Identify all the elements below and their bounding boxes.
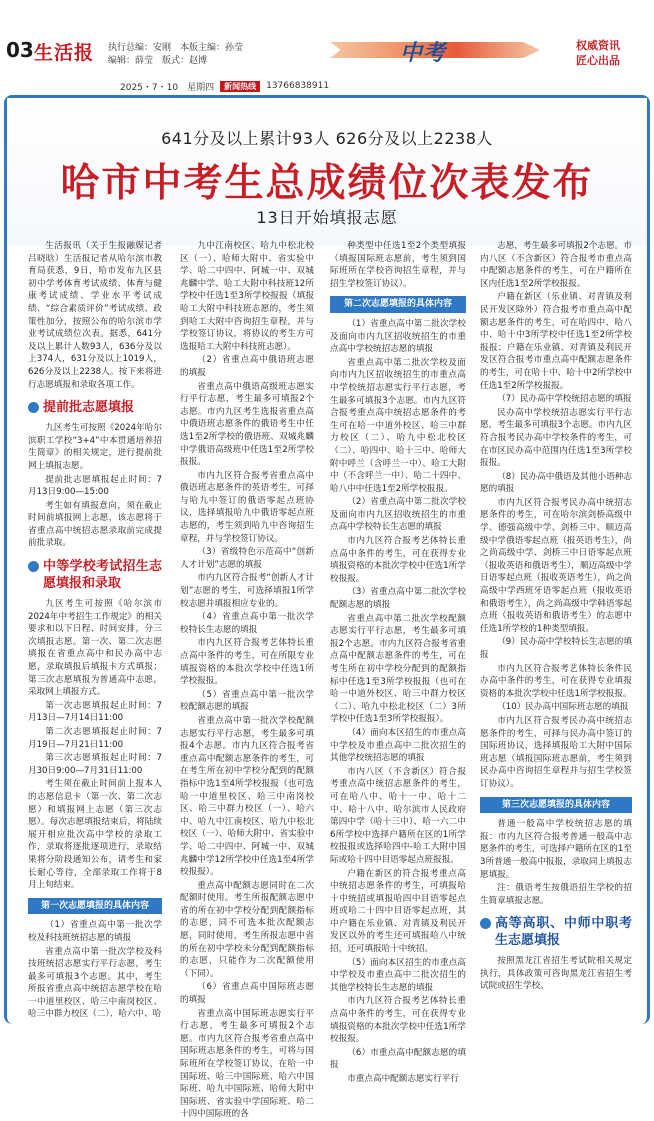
paragraph: 志愿，考生最多可填报2个志愿。市内八区（不含新区）符合报考市重点高中配额志愿条件的考生，可在户籍所在区内任选1至2所学校报报。 (480, 241, 632, 289)
headline-kicker: 641分及以上累计93人 626分及以上2238人 (161, 129, 493, 148)
hotline-label: 新闻热线 (220, 81, 260, 92)
paragraph: 省重点高中第一批次学校及科技班统招志愿实行平行志愿，考生最多可填报3个志愿。其中，考生所报省重点高中统招志愿学校在哈一中道里校区、哈三中南岗校区、哈三中群力校区（二）、哈六中、哈 (28, 946, 162, 1020)
paragraph: 市内九区符合报考艺体特长重点高中条件的考生，可在获得专业填报资格的本批次学校中任选1所学校报报。 (330, 996, 466, 1045)
paragraph: 省重点高中国际班志愿实行平行志愿，考生最多可填报2个志愿。市内九区符合报考省重点高中国际班志愿条件的考生，可将与国际班所在学校签订协议，在哈一中国际班、哈三中国际班、哈六中国际班、哈九中国际班、哈师大附中国际班、省实验中学国际班、哈二十四中国际班的各 (180, 1008, 314, 1120)
paragraph: 民办高中学校统招志愿实行平行志愿，考生最多可填报3个志愿。市内九区符合报考民办高中学校条件的考生，可在市区民办高中范围内任选1至3所学校报报。 (480, 407, 632, 469)
paragraph: （6）省重点高中国际班志愿的填报 (180, 982, 314, 1006)
section-title: 中考 (400, 41, 447, 66)
masthead (0, 0, 654, 76)
article-column-2 (180, 240, 314, 1120)
hotline-number: 13766838911 (266, 81, 330, 91)
subhead-text: 高等高职、中师中职考生志愿填报 (495, 916, 632, 949)
paragraph: 重点高中配额志愿同时在二次配额时使用。考生所报配额志愿中省的所在初中学校分配到配额指标的志愿，同不可选本批次配额志愿，同时使用，考生所报志愿中省的所在初中学校未分配到配额指标的志愿，只能作为二次配额使用（下同）。 (180, 880, 314, 979)
section-bar-first-round: 第一次志愿填报的具体内容 (28, 898, 162, 915)
paragraph: 九区考生可按照《哈尔滨市2024年中考招生工作规定》的相关要求和以下日程、时间安排，分三次填报志愿。第一次、第二次志愿填报在省重点高中和民办高中志愿，录取填报后填报卡方式填报；第三次志愿填报为普通高中志愿，采取网上填报方式。 (28, 599, 162, 698)
section-bar-second-round: 第二次志愿填报的具体内容 (330, 296, 466, 313)
paragraph: 考生须在截止时间前上报本人的志愿信息卡（第一次、第二次志愿）和填报网上志愿（第三次志愿）。每次志愿填报结束后，将陆续展开相应批次高中学校的录取工作，录取将逐批逐项进行，录取结果将分阶段通知公布，请考生和家长耐心等待，全部录取工作将于8月上旬结束。 (28, 779, 162, 891)
paragraph: 普通一般高中学校统招志愿的填报：市内九区符合报考普通一般高中志愿条件的考生，可选择户籍所在区的1至3所普通一般高中报报，录取同上填报志愿填报。 (480, 819, 632, 880)
paragraph: 省重点高中第二批次学校及面向市内九区招收统招生的市重点高中学校统招志愿实行平行志愿，考生最多可填报3个志愿。市内九区符合报考重点高中统招志愿条件的考生可在哈一中道外校区、哈三中群力校区（二）、哈九中松北校区（二）、哈四中、哈十三中、哈师大附中呼兰（含呼兰一中）、哈工大附中（不含呼兰一中）、哈二十四中、哈八中中任选1至2所学校报报。 (330, 357, 466, 494)
paragraph: 市内九区符合报考省重点高中俄语班志愿条件的英语考生，可择与哈九中签订的俄语零起点班协议，选择填报哈九中俄语零起点班志愿的，考生须到哈九中咨询招生章程，并与学校签订协议。 (180, 470, 314, 544)
slogan-line-1: 权威资讯 (576, 39, 620, 52)
paragraph: （3）省级特色示范高中“创新人才计划”志愿的填报 (180, 547, 314, 570)
paragraph: 生活报讯（关于生报融媒记者吕晓晗）生活报记者从哈尔滨市教育局获悉，9日，哈市发布九区县初中学考体育考试成绩、体育与健康考试成绩、学业水平考试成绩、“综合素质评价”考试成绩、政策性加分，按照公布的哈尔滨市学业考试成绩位次表。据悉，641分及以上累计人数93人，636分及以上374人，631分及以上1019人，626分及以上2238人。按下来将进行志愿填报和录取各项工作。 (28, 241, 162, 390)
article-column-3 (330, 240, 466, 1084)
paragraph: （2）省重点高中第二批次学校及面向市内九区招收统招生的市重点高中学校特长生志愿的填报 (330, 497, 466, 533)
paragraph: （3）省重点高中第二批次学校配额志愿的填报 (330, 587, 466, 611)
slogan-line-2: 匠心出品 (576, 54, 620, 67)
article-column-1 (28, 240, 162, 1020)
paragraph: 提前批志愿填报起止时间：7月13日9:00—15:00 (28, 474, 162, 498)
paragraph: （1）省重点高中第一批次学校及科技班统招志愿的填报 (28, 920, 162, 943)
paragraph: 市内八区（不含新区）符合报考重点高中统招志愿条件的考生，可在哈八中、哈十一中、哈十二中、哈十八中、哈尔滨市人民政府第四中学（哈十三中）、哈一六二中6所学校中选择户籍所在区的1所学校报报或选择哈四中-哈工大附中国际或哈十四中目语零起点班报报。 (330, 766, 466, 865)
bullet-dot-icon (480, 918, 491, 929)
section-bar-third-round: 第三次志愿填报的具体内容 (480, 797, 632, 814)
paragraph: 注：俄语考生按俄语招生学校的招生简章填报志愿。 (480, 883, 632, 906)
page-number: 03 (6, 38, 34, 62)
paper-logo: 生活报 (34, 42, 95, 64)
paragraph: 户籍在新区的符合报考重点高中统招志愿条件的考生，可填报哈十中统招或填报哈四中目语零起点班或哈二十四中目语零起点班，其中户籍在乐业镇、对青镇及利民开发区以外的考生还可填报哈八中统招，还可填报哈十中统招。 (330, 868, 466, 955)
paragraph: 考生如有填报意向，须在截止时间前填报网上志愿，该志愿将于省重点高中统招志愿录取前完成提前批录取。 (28, 500, 162, 549)
paragraph: （6）市重点高中配额志愿的填报 (330, 1047, 466, 1071)
paragraph: （4）面向本区招生的市重点高中学校及市重点高中二批次招生的其他学校统招志愿的填报 (330, 727, 466, 764)
slogan (576, 38, 620, 68)
staff-line-1: 执行总编：安刚 本版主编：孙莹 (108, 43, 244, 53)
paragraph: 第一次志愿填报起止时间：7月13日—7月14日11:00 (28, 700, 162, 724)
paragraph: （10）民办高中国际班志愿的填报 (497, 702, 629, 713)
paragraph: 省重点高中第二批次学校配额志愿实行平行志愿，考生最多可填报2个志愿。市内九区符合报考省重点高中配额志愿条件的考生，可在考生所在初中学校分配到的配额指标中任选1至3所学校报报（也可在哈一中道外校区、哈三中群力校区（二）、哈九中松北校区（二）3所学校中任选1至3所学校报报）。 (330, 613, 466, 725)
section-banner (330, 36, 540, 64)
paragraph: 市内九区符合报考“创新人才计划”志愿的考生，可选择填报1所学校志愿并填报相应专业的。 (180, 573, 314, 609)
paragraph: 按照黑龙江省招生考试院相关规定执行，具体政策可咨询黑龙江省招生考试院或招生学校。 (480, 956, 632, 992)
paragraph: 九中江南校区、哈九中松北校区（一）、哈师大附中、省实验中学、哈二中四中、阿城一中、双城兆麟中学、哈工大附中科技班12所学校中任选1至3所学校报报（填报哈工大附中科技班志愿的，考生须到哈工大附中咨询招生章程，并与学校签订协议，将协议的考生方可选报哈工大附中科技班志愿）。 (180, 241, 314, 352)
paragraph: 种类型中任选1至2个类型填报（填报国际班志愿前，考生须到国际班所在学校咨询招生章程，并与招生学校签订协议）。 (330, 241, 466, 289)
issue-date: 2025・7・10 星期四 (120, 82, 215, 93)
paragraph: 第二次志愿填报起止时间：7月19日—7月21日11:00 (28, 727, 162, 750)
bullet-dot-icon (28, 561, 39, 572)
article-column-4 (480, 240, 632, 1015)
paragraph: 第三次志愿填报起止时间：7月30日9:00—7月31日11:00 (28, 753, 162, 776)
paragraph: 市重点高中配额志愿实行平行 (347, 1074, 459, 1084)
date-bar (120, 80, 329, 92)
paragraph: 市内九区符合报考艺体特长重点高中条件的考生，可在获得专业填报资格的本批次学校中任选1所学校报报。 (330, 536, 466, 584)
paragraph: 市内九区符合报考艺体特长条件民办高中条件的考生，可在获得专业填报资格的本批次学校中任选1所学校报报。 (480, 663, 632, 699)
subhead-early-batch (28, 399, 162, 416)
paragraph: 市内九区符合报考民办高中统招志愿条件的考生，可在哈尔滨剑桥高级中学、德强高级中学、剑桥三中、顺迈高级中学俄语零起点班（报英语考生），尚之尚高级中学、剑桥三中日语零起点班（报收英语和俄语考生），顺迈高级中学日语零起点班（报收英语考生），尚之尚高级中学西班牙语零起点班（报收英语和俄语考生），尚之尚高级中学韩语零起点班（报收英语和俄语考生）的志愿中任选1所学校的1种类型填报。 (480, 497, 632, 634)
paragraph: （5）省重点高中第一批次学校配额志愿的填报 (180, 689, 314, 713)
paragraph: （5）面向本区招生的市重点高中学校及市重点高中二批次招生的其他学校特长生志愿的填报 (330, 957, 466, 993)
paragraph: （2）省重点高中俄语班志愿的填报 (180, 355, 314, 378)
paragraph: 九区考生可按照《2024年哈尔滨职工学校“3+4”中本贯通培养招生简章》的相关规定，进行提前批网上填报志愿。 (28, 423, 162, 471)
paragraph: （4）省重点高中第一批次学校特长生志愿的填报 (180, 612, 314, 635)
paragraph: 省重点高中俄语高级班志愿实行平行志愿，考生最多可填报2个志愿。市内九区考生选报省重点高中俄语班志愿条件的俄语考生中任选1至2所学校的俄语班、双城兆麟中学俄语高级班中任选1至2所学校报报。 (180, 381, 314, 468)
subhead-secondary-admission (28, 558, 162, 592)
paragraph: 户籍在新区（乐业镇、对青镇及利民开发区除外）符合报考市重点高中配额志愿条件的考生，可在哈四中、哈八中、哈十中3所学校中任选1至2所学校报报；户籍在乐业镇、对青镇及利民开发区符合报考市重点高中配额志愿条件的考生，可在哈十中、哈十中2所学校中任选1至2所学校报报。 (480, 292, 632, 391)
paragraph: 市内九区符合报考民办高中统招志愿条件的考生，可择与民办高中签订的国际班协议，选择填报哈工大附中国际班志愿（填报国际班志愿前，考生须到民办高中咨询招生章程并与招生学校签订协议）。 (480, 715, 632, 789)
headline-subtitle: 13日开始填报志愿 (256, 208, 398, 227)
paragraph: （7）民办高中学校统招志愿的填报 (497, 394, 632, 405)
subhead-text: 提前批志愿填报 (43, 400, 135, 416)
staff-credits (108, 42, 243, 68)
paragraph: （8）民办高中俄语及其他小语种志愿的填报 (480, 471, 632, 495)
staff-line-2: 编辑：薛莹 版式：赵博 (108, 56, 208, 66)
bullet-dot-icon (28, 402, 39, 413)
headline-title: 哈市中考生总成绩位次表发布 (60, 160, 594, 206)
paragraph: 省重点高中第一批次学校配额志愿实行平行志愿，考生最多可填报4个志愿。市内九区符合报考省重点高中配额志愿条件的考生，可在考生所在初中学校分配到的配额指标中选1至4所学校报报（也可选哈一中道里校区、哈三中南岗校区、哈三中群力校区（一）、哈六中、哈九中江南校区、哈九中松北校区（一）、哈师大附中、省实验中学、哈二中四中、阿城一中、双城兆麟中学12所学校中任选1至4所学校报报）。 (180, 715, 314, 878)
paragraph: （1）省重点高中第二批次学校及面向市内九区招收统招生的市重点高中学校统招志愿的填报 (330, 318, 466, 355)
paragraph: （9）民办高中学校特长生志愿的填报 (480, 637, 632, 660)
subhead-text: 中等学校考试招生志愿填报和录取 (43, 559, 162, 592)
subhead-vocational (480, 915, 632, 949)
paragraph: 市内九区符合报考艺体特长重点高中条件的考生，可在所限专业填报资格的本批次学校中任选1所学校报报。 (180, 638, 314, 687)
